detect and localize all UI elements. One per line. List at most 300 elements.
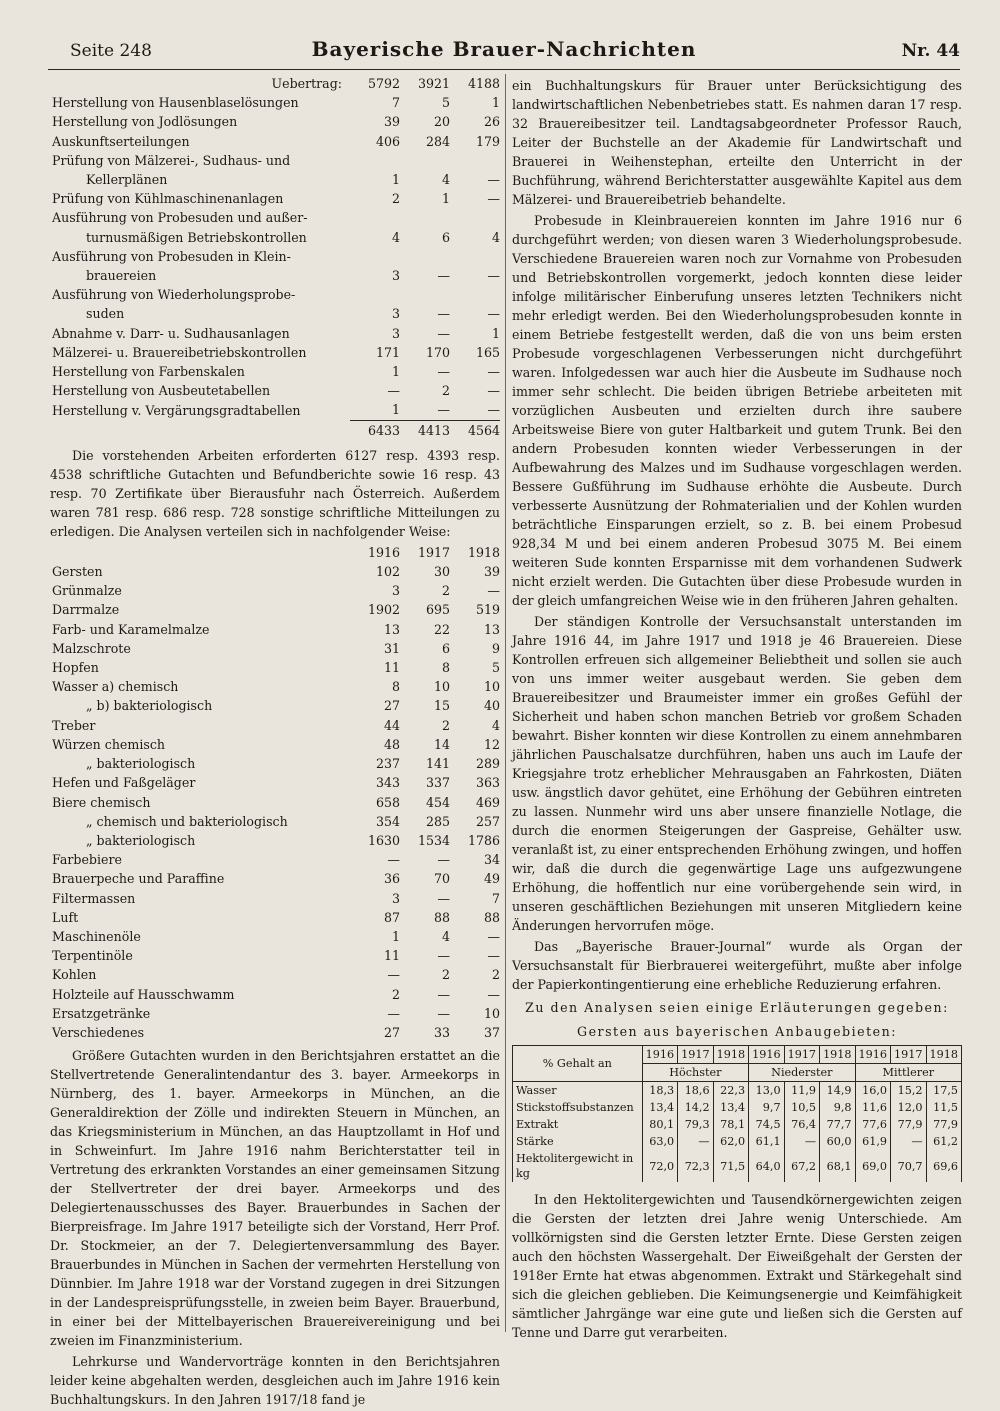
statistics-row xyxy=(50,343,500,362)
analyses-value: 39 xyxy=(483,564,500,580)
barley-value: — xyxy=(784,1133,819,1150)
statistics-value: 1 xyxy=(491,325,500,341)
analyses-label: Malzschrote xyxy=(52,640,131,656)
analyses-intro: Zu den Analysen seien einige Erläuterungen gegeben: xyxy=(525,1000,949,1015)
statistics-total-row xyxy=(50,420,500,440)
analyses-value: 1786 xyxy=(467,832,500,848)
barley-group-header: Höchster xyxy=(642,1064,748,1082)
statistics-row xyxy=(50,362,500,381)
statistics-label: Kellerplänen xyxy=(86,172,168,188)
barley-year-header: 1918 xyxy=(713,1046,748,1064)
statistics-value: 1 xyxy=(391,172,400,188)
analyses-label: Holzteile auf Hausschwamm xyxy=(52,986,235,1002)
statistics-value xyxy=(450,208,500,227)
analyses-value: — xyxy=(387,1005,400,1021)
analyses-value: 10 xyxy=(483,1005,500,1021)
statistics-value: — xyxy=(487,172,500,188)
barley-value: 77,9 xyxy=(891,1116,926,1133)
barley-value: 62,0 xyxy=(713,1133,748,1150)
analyses-row xyxy=(50,562,500,581)
analyses-label: „ bakteriologisch xyxy=(86,832,196,848)
barley-table xyxy=(512,1045,962,1182)
statistics-label: turnusmäßigen Betriebskontrollen xyxy=(86,229,307,245)
statistics-value: 1 xyxy=(350,400,400,420)
statistics-value: — xyxy=(400,400,450,420)
analyses-value: 2 xyxy=(391,986,400,1002)
analyses-label: Wasser a) chemisch xyxy=(52,679,179,695)
paragraph-bookkeeping: ein Buchhaltungskurs für Brauer unter Berücksichtigung des landwirtschaftlichen Nebenbetriebes statt. Es nahmen daran 17 resp. 32 Brauereibesitzer teil. Landtagsabgeordneter Professor Rauch, Leiter der Buchstelle an der Akademie für Landwirtschaft und Brauerei in Weihenstephan, erteilte den Unterricht in der Buchführung, während Berichterstatter ausgewählte Kapitel aus dem Mälzerei- und Brauereibetrieb behandelte. xyxy=(512,78,962,207)
analyses-value: 4 xyxy=(441,928,450,944)
statistics-row xyxy=(50,266,500,285)
analyses-label: Ersatzgetränke xyxy=(52,1005,151,1021)
column-divider xyxy=(505,74,506,1332)
barley-value: 67,2 xyxy=(784,1150,819,1182)
statistics-value: — xyxy=(450,400,500,420)
barley-value: 72,3 xyxy=(678,1150,713,1182)
analyses-value: 354 xyxy=(375,813,400,829)
analyses-value: 3 xyxy=(391,583,400,599)
analyses-value: 44 xyxy=(383,717,400,733)
analyses-year: 1917 xyxy=(417,544,450,560)
analyses-value: 4 xyxy=(491,717,500,733)
analyses-value: 343 xyxy=(375,775,400,791)
analyses-label: Filtermassen xyxy=(52,890,136,906)
analyses-value: — xyxy=(487,986,500,1002)
analyses-value: 36 xyxy=(383,871,400,887)
statistics-value: 5 xyxy=(441,95,450,111)
statistics-value: 3 xyxy=(391,325,400,341)
barley-year-header: 1916 xyxy=(855,1046,890,1064)
analyses-label: Hefen und Faßgeläger xyxy=(52,775,196,791)
barley-value: 61,1 xyxy=(749,1133,784,1150)
statistics-value: 39 xyxy=(383,114,400,130)
statistics-label: Herstellung von Jodlösungen xyxy=(52,114,238,130)
analyses-value: 8 xyxy=(441,660,450,676)
analyses-label: „ b) bakteriologisch xyxy=(86,698,213,714)
statistics-value: — xyxy=(437,268,450,284)
analyses-label: Brauerpeche und Paraffine xyxy=(52,871,225,887)
analyses-value: 30 xyxy=(433,564,450,580)
statistics-label: Ausführung von Probesuden in Klein- xyxy=(52,248,291,264)
statistics-total-value: 4413 xyxy=(417,422,450,438)
statistics-label: Ausführung von Probesuden und außer- xyxy=(52,210,308,226)
analyses-label: Farbebiere xyxy=(52,852,122,868)
analyses-row xyxy=(50,639,500,658)
statistics-value: 1 xyxy=(491,95,500,111)
barley-value: 9,8 xyxy=(820,1099,855,1116)
analyses-label: Darrmalze xyxy=(52,602,120,618)
barley-value: — xyxy=(678,1133,713,1150)
barley-value: 70,7 xyxy=(891,1150,926,1182)
statistics-value xyxy=(350,285,400,304)
barley-value: 79,3 xyxy=(678,1116,713,1133)
page-header xyxy=(48,36,960,70)
barley-year-header: 1916 xyxy=(749,1046,784,1064)
statistics-value: 4 xyxy=(391,229,400,245)
barley-year-header: 1918 xyxy=(926,1046,961,1064)
analyses-value: 102 xyxy=(375,564,400,580)
statistics-label: Auskunftserteilungen xyxy=(52,133,190,149)
barley-value: 22,3 xyxy=(713,1082,748,1100)
analyses-value: 257 xyxy=(475,813,500,829)
analyses-row xyxy=(50,1023,500,1042)
statistics-row xyxy=(50,285,500,304)
barley-row xyxy=(513,1116,962,1133)
analyses-label: Treber xyxy=(52,717,96,733)
paragraph-journal: Das „Bayerische Brauer-Journal“ wurde als Organ der Versuchsanstalt für Bierbrauerei weitergeführt, mußte aber infolge der Papierkontingentierung eine erhebliche Reduzierung erfahren. xyxy=(512,939,962,992)
barley-value: 80,1 xyxy=(642,1116,677,1133)
paragraph-barley-notes: In den Hektolitergewichten und Tausendkörnergewichten zeigen die Gersten der letzten drei Jahre wenig Unterschiede. Am vollkörnigsten sind die Gersten letzter Ernte. Diese Gersten zeigen auch den höchsten Wassergehalt. Der Eiweißgehalt der Gersten der 1918er Ernte hat etwas abgenommen. Extrakt und Stärkegehalt sind sich die gleichen geblieben. Die Keimungsenergie und Keimfähigkeit sämtlicher Jahrgänge war eine gute und ließen sich die Gersten auf Tenne und Darre gut verarbeiten. xyxy=(512,1192,962,1340)
analyses-value: 2 xyxy=(441,967,450,983)
analyses-value: 15 xyxy=(433,698,450,714)
statistics-value: — xyxy=(437,325,450,341)
statistics-label: Prüfung von Mälzerei-, Sudhaus- und xyxy=(52,152,291,168)
analyses-value: 363 xyxy=(475,775,500,791)
analyses-value: 2 xyxy=(491,967,500,983)
analyses-label: Gersten xyxy=(52,564,103,580)
barley-value: 76,4 xyxy=(784,1116,819,1133)
left-column xyxy=(50,74,500,1411)
analyses-value: 2 xyxy=(441,717,450,733)
statistics-row xyxy=(50,151,500,170)
barley-value: 11,9 xyxy=(784,1082,819,1100)
barley-value: 15,2 xyxy=(891,1082,926,1100)
barley-value: 11,5 xyxy=(926,1099,961,1116)
statistics-value xyxy=(400,151,450,170)
analyses-header-row xyxy=(50,543,500,562)
analyses-row xyxy=(50,696,500,715)
statistics-value xyxy=(400,247,450,266)
analyses-value: 31 xyxy=(383,640,400,656)
statistics-value xyxy=(400,285,450,304)
analyses-value: 27 xyxy=(383,698,400,714)
analyses-row xyxy=(50,946,500,965)
analyses-value: 454 xyxy=(425,794,450,810)
statistics-value xyxy=(350,247,400,266)
statistics-value: 406 xyxy=(375,133,400,149)
barley-value: 61,2 xyxy=(926,1133,961,1150)
analyses-value: 1630 xyxy=(367,832,400,848)
analyses-value: 285 xyxy=(425,813,450,829)
analyses-value: 13 xyxy=(483,621,500,637)
barley-value: 9,7 xyxy=(749,1099,784,1116)
analyses-row xyxy=(50,793,500,812)
analyses-value: 2 xyxy=(441,583,450,599)
analyses-value: 658 xyxy=(375,794,400,810)
issue-number: Nr. 44 xyxy=(901,41,960,61)
analyses-value: 12 xyxy=(483,736,500,752)
statistics-label: Herstellung von Hausenblaselösungen xyxy=(52,95,299,111)
statistics-value: 171 xyxy=(375,344,400,360)
analyses-row xyxy=(50,600,500,619)
analyses-value: 22 xyxy=(433,621,450,637)
statistics-value xyxy=(400,208,450,227)
analyses-value: 7 xyxy=(491,890,500,906)
statistics-total-value: 4564 xyxy=(467,422,500,438)
analyses-label: Kohlen xyxy=(52,967,97,983)
analyses-value: 87 xyxy=(383,909,400,925)
analyses-value: 37 xyxy=(483,1024,500,1040)
barley-value: 12,0 xyxy=(891,1099,926,1116)
statistics-row xyxy=(50,112,500,131)
statistics-row xyxy=(50,170,500,189)
analyses-row xyxy=(50,735,500,754)
analyses-row xyxy=(50,908,500,927)
analyses-value: — xyxy=(437,948,450,964)
statistics-value xyxy=(350,208,400,227)
barley-value: 71,5 xyxy=(713,1150,748,1182)
barley-row xyxy=(513,1150,962,1182)
barley-row-label: Stickstoffsubstanzen xyxy=(513,1099,643,1116)
paragraph-reports: Größere Gutachten wurden in den Berichtsjahren erstattet an die Stellvertretende Generalintendantur des 3. bayer. Armeekorps in Nürnberg, des 1. bayer. Armeekorps in München, an die Generaldirektion der Zölle und indirekten Steuern in München, an das Kriegsministerium in München, an das Hauptzollamt in Hof und in Schweinfurt. Im Jahre 1916 nahm Berichterstatter teil in Vertretung des erkrankten Vorstandes an einer gemeinsamen Sitzung der Stellvertreter der drei bayer. Armeekorps und des Delegiertenausschusses des Bayer. Brauerbundes in Sachen der Bierpreisfrage. Im Jahre 1917 beteiligte sich der Vorstand, Herr Prof. Dr. Stockmeier, an der 7. Delegiertenversammlung des Bayer. Brauerbundes in München in Sachen der vermehrten Herstellung von Dünnbier. Im Jahre 1918 war der Vorstand zugegen in drei Sitzungen in der Landespreisprüfungsstelle, in zweien beim Bayer. Brauerbund, in einer bei der Mittelbayerischen Brauereivereinigung und bei zweien im Finanzministerium. xyxy=(50,1048,500,1349)
analyses-table xyxy=(50,543,500,1042)
analyses-value: 88 xyxy=(433,909,450,925)
analyses-label: Hopfen xyxy=(52,660,99,676)
barley-value: 74,5 xyxy=(749,1116,784,1133)
analyses-value: 10 xyxy=(433,679,450,695)
statistics-row xyxy=(50,247,500,266)
analyses-label: Grünmalze xyxy=(52,583,122,599)
barley-year-header: 1916 xyxy=(642,1046,677,1064)
analyses-row xyxy=(50,850,500,869)
barley-group-header: Mittlerer xyxy=(855,1064,961,1082)
publication-title: Bayerische Brauer-Nachrichten xyxy=(311,37,697,61)
analyses-value: 10 xyxy=(483,679,500,695)
statistics-value: — xyxy=(437,306,450,322)
barley-row-label: Hektolitergewicht in kg xyxy=(513,1150,643,1182)
statistics-value: 26 xyxy=(483,114,500,130)
statistics-value: — xyxy=(487,383,500,399)
statistics-value xyxy=(450,151,500,170)
statistics-label: Herstellung v. Vergärungsgradtabellen xyxy=(52,402,301,418)
statistics-value: 2 xyxy=(441,383,450,399)
paragraph-work-summary: Die vorstehenden Arbeiten erforderten 6127 resp. 4393 resp. 4538 schriftliche Gutachten und Befundberichte sowie 16 resp. 43 resp. 70 Zertifikate über Bierausfuhr nach Österreich. Außerdem waren 781 resp. 686 resp. 728 sonstige schriftliche Mitteilungen zu erledigen. Die Analysen verteilen sich in nachfolgender Weise: xyxy=(50,447,500,539)
statistics-value: 6 xyxy=(441,229,450,245)
statistics-value: 170 xyxy=(425,344,450,360)
statistics-value: 4 xyxy=(491,229,500,245)
barley-row xyxy=(513,1133,962,1150)
analyses-value: 33 xyxy=(433,1024,450,1040)
analyses-value: 13 xyxy=(383,621,400,637)
analyses-value: 40 xyxy=(483,698,500,714)
analyses-row xyxy=(50,889,500,908)
barley-value: 77,7 xyxy=(820,1116,855,1133)
analyses-value: 11 xyxy=(383,660,400,676)
barley-value: 11,6 xyxy=(855,1099,890,1116)
analyses-value: 49 xyxy=(483,871,500,887)
statistics-value: 3 xyxy=(391,306,400,322)
barley-row-label: Stärke xyxy=(513,1133,643,1150)
analyses-value: 695 xyxy=(425,602,450,618)
statistics-row xyxy=(50,228,500,247)
analyses-value: — xyxy=(487,928,500,944)
analyses-row xyxy=(50,1004,500,1023)
barley-value: 16,0 xyxy=(855,1082,890,1100)
statistics-value: — xyxy=(487,268,500,284)
page-number: Seite 248 xyxy=(70,41,152,61)
paragraph-controls: Der ständigen Kontrolle der Versuchsanstalt unterstanden im Jahre 1916 44, im Jahre 1917 und 1918 je 46 Brauereien. Diese Kontrollen erfreuen sich allgemeiner Beliebtheit und sollen sie auch von uns immer weiter ausgebaut werden. Sie geben dem Brauereibesitzer und Braumeister immer ein großes Gefühl der Sicherheit und haben schon manchen Betrieb vor großem Schaden bewahrt. Bisher konnten wir diese Kontrollen zu einem annehmbaren jährlichen Pauschalsatze durchführen, haben uns auch im Laufe der Kriegsjahre trotz erheblicher Mehrausgaben an Fahrkosten, Diäten usw. ängstlich davor gehütet, eine Erhöhung der Gebühren eintreten zu lassen. Nunmehr wird uns aber unsere finanzielle Notlage, die durch die enormen Steigerungen der Gaspreise, Gehälter usw. veranlaßt ist, zu einer entsprechenden Erhöhung zwingen, und hoffen wir, daß die durch die gegenwärtige Lage uns aufgezwungene Erhöhung, die hoffentlich nur eine vorübergehende sein wird, in unseren geschäftlichen Beziehungen mit unseren Mitgliedern keine Änderungen hervorrufen möge. xyxy=(512,614,962,933)
barley-value: 68,1 xyxy=(820,1150,855,1182)
analyses-row xyxy=(50,658,500,677)
analyses-value: 1 xyxy=(391,928,400,944)
statistics-label: suden xyxy=(86,306,125,322)
analyses-value: — xyxy=(387,852,400,868)
barley-year-header: 1917 xyxy=(678,1046,713,1064)
analyses-value: 519 xyxy=(475,602,500,618)
analyses-value: 6 xyxy=(441,640,450,656)
analyses-row xyxy=(50,869,500,888)
analyses-row xyxy=(50,581,500,600)
statistics-value: — xyxy=(487,191,500,207)
statistics-row xyxy=(50,208,500,227)
barley-value: 61,9 xyxy=(855,1133,890,1150)
carry-over-value: 5792 xyxy=(367,76,400,91)
statistics-value: — xyxy=(387,383,400,399)
analyses-value: — xyxy=(437,852,450,868)
statistics-label: Prüfung von Kühlmaschinenanlagen xyxy=(52,191,284,207)
analyses-label: „ bakteriologisch xyxy=(86,756,196,772)
barley-value: 77,9 xyxy=(926,1116,961,1133)
statistics-value: 4 xyxy=(441,172,450,188)
carry-over-value: 4188 xyxy=(467,76,500,91)
paragraph-trial-brews: Probesude in Kleinbrauereien konnten im Jahre 1916 nur 6 durchgeführt werden; von diesen waren 3 Wiederholungsprobesude. Verschiedene Brauereien waren noch zur Vornahme von Probesuden und Betriebskontrollen vorgemerkt, jedoch konnten diese leider infolge militärischer Einberufung unseres letzten Technikers nicht mehr erledigt werden. Bei den Wiederholungsprobesuden konnte in einem Betriebe festgestellt werden, daß die von uns beim ersten Probesude vorgeschlagenen Verbesserungen nicht durchgeführt waren. Infolgedessen war auch hier die Ausbeute im Sudhause noch immer sehr schlecht. Die beiden übrigen Betriebe arbeiteten mit vorzüglichen Ausbeuten und erzielten durch ihre saubere Arbeitsweise Biere von guter Haltbarkeit und gutem Trunk. Bei den andern Probesuden konnten wieder Verbesserungen in der Aufbewahrung des Malzes und im Sudhause vorgeschlagen werden. Bessere Gußführung im Sudhause erhöhte die Ausbeute. Durch verbesserte Ausnützung der Rohmaterialien und der Kohlen wurden beträchtliche Einsparungen erzielt, so z. B. bei einem Probesud 928,34 M und bei einem anderen Probesud 3075 M. Bei einem weiteren Sude konnten Ersparnisse mit dem vorhandenen Sudwerk nicht erzielt werden. Die Gutachten über diese Probesude wurden in der gleich umfangreichen Weise wie in den früheren Jahren gehalten. xyxy=(512,213,962,608)
statistics-total-label xyxy=(50,420,350,440)
analyses-value: 3 xyxy=(391,890,400,906)
analyses-value: 237 xyxy=(375,756,400,772)
statistics-row xyxy=(50,324,500,343)
analyses-label: Verschiedenes xyxy=(52,1024,145,1040)
analyses-label: Würzen chemisch xyxy=(52,736,165,752)
barley-value: 13,4 xyxy=(642,1099,677,1116)
analyses-label: Terpentinöle xyxy=(52,948,133,964)
barley-value: 63,0 xyxy=(642,1133,677,1150)
statistics-value xyxy=(350,151,400,170)
statistics-value: — xyxy=(437,364,450,380)
analyses-value: — xyxy=(487,583,500,599)
barley-value: 14,9 xyxy=(820,1082,855,1100)
statistics-value: — xyxy=(487,306,500,322)
barley-value: 17,5 xyxy=(926,1082,961,1100)
barley-value: 18,3 xyxy=(642,1082,677,1100)
barley-value: 18,6 xyxy=(678,1082,713,1100)
barley-year-header: 1918 xyxy=(820,1046,855,1064)
analyses-value: 289 xyxy=(475,756,500,772)
carry-over-row xyxy=(50,74,500,93)
statistics-value xyxy=(450,285,500,304)
barley-value: 72,0 xyxy=(642,1150,677,1182)
barley-value: 69,6 xyxy=(926,1150,961,1182)
analyses-value: 14 xyxy=(433,736,450,752)
barley-value: 64,0 xyxy=(749,1150,784,1182)
analyses-value: 337 xyxy=(425,775,450,791)
analyses-value: 27 xyxy=(383,1024,400,1040)
paragraph-courses: Lehrkurse und Wandervorträge konnten in den Berichtsjahren leider keine abgehalten werden, desgleichen auch im Jahre 1916 kein Buchhaltungskurs. In den Jahren 1917/18 fand je xyxy=(50,1354,500,1408)
statistics-label: Herstellung von Ausbeutetabellen xyxy=(52,383,271,399)
barley-value: 77,6 xyxy=(855,1116,890,1133)
statistics-value: 7 xyxy=(391,95,400,111)
analyses-row xyxy=(50,773,500,792)
statistics-value: 2 xyxy=(391,191,400,207)
right-column xyxy=(512,74,962,1344)
barley-value: 69,0 xyxy=(855,1150,890,1182)
barley-group-header: Niederster xyxy=(749,1064,855,1082)
statistics-label: Herstellung von Farbenskalen xyxy=(52,364,245,380)
analyses-value: — xyxy=(437,890,450,906)
barley-value: 14,2 xyxy=(678,1099,713,1116)
barley-value: 10,5 xyxy=(784,1099,819,1116)
statistics-value xyxy=(450,247,500,266)
barley-table-title: Gersten aus bayerischen Anbaugebieten: xyxy=(577,1023,897,1039)
analyses-year: 1918 xyxy=(467,544,500,560)
analyses-value: 8 xyxy=(391,679,400,695)
analyses-label: „ chemisch und bakteriologisch xyxy=(86,813,288,829)
analyses-row xyxy=(50,812,500,831)
barley-year-header: 1917 xyxy=(784,1046,819,1064)
analyses-value: — xyxy=(437,986,450,1002)
analyses-value: — xyxy=(437,1005,450,1021)
analyses-row xyxy=(50,620,500,639)
barley-row xyxy=(513,1082,962,1100)
analyses-value: 88 xyxy=(483,909,500,925)
analyses-row xyxy=(50,927,500,946)
analyses-value: 70 xyxy=(433,871,450,887)
analyses-row xyxy=(50,716,500,735)
analyses-label: Luft xyxy=(52,909,79,925)
statistics-value: 1 xyxy=(391,364,400,380)
barley-value: 78,1 xyxy=(713,1116,748,1133)
analyses-value: 34 xyxy=(483,852,500,868)
statistics-value: 165 xyxy=(475,344,500,360)
analyses-value: — xyxy=(487,948,500,964)
analyses-value: — xyxy=(387,967,400,983)
barley-row xyxy=(513,1099,962,1116)
barley-value: 13,4 xyxy=(713,1099,748,1116)
statistics-row xyxy=(50,132,500,151)
analyses-row xyxy=(50,677,500,696)
statistics-row xyxy=(50,400,500,420)
analyses-row xyxy=(50,965,500,984)
analyses-label: Biere chemisch xyxy=(52,794,151,810)
work-statistics-table xyxy=(50,74,500,440)
statistics-value: 284 xyxy=(425,133,450,149)
statistics-total-value: 6433 xyxy=(367,422,400,438)
statistics-value: 1 xyxy=(441,191,450,207)
analyses-label: Farb- und Karamelmalze xyxy=(52,621,210,637)
statistics-row xyxy=(50,93,500,112)
statistics-label: Ausführung von Wiederholungsprobe- xyxy=(52,287,296,303)
analyses-header-label xyxy=(50,543,350,562)
analyses-value: 48 xyxy=(383,736,400,752)
analyses-row xyxy=(50,985,500,1004)
statistics-row xyxy=(50,381,500,400)
barley-value: — xyxy=(891,1133,926,1150)
barley-value: 60,0 xyxy=(820,1133,855,1150)
barley-row-label: Extrakt xyxy=(513,1116,643,1133)
barley-value: 13,0 xyxy=(749,1082,784,1100)
analyses-value: 1534 xyxy=(417,832,450,848)
analyses-value: 469 xyxy=(475,794,500,810)
statistics-value: 20 xyxy=(433,114,450,130)
statistics-value: 3 xyxy=(391,268,400,284)
analyses-value: 141 xyxy=(425,756,450,772)
analyses-row xyxy=(50,754,500,773)
analyses-row xyxy=(50,831,500,850)
analyses-value: 9 xyxy=(491,640,500,656)
barley-row-label: Wasser xyxy=(513,1082,643,1100)
barley-corner-header: % Gehalt an xyxy=(513,1046,643,1082)
statistics-label: brauereien xyxy=(86,268,157,284)
carry-over-label: Uebertrag: xyxy=(271,76,342,91)
